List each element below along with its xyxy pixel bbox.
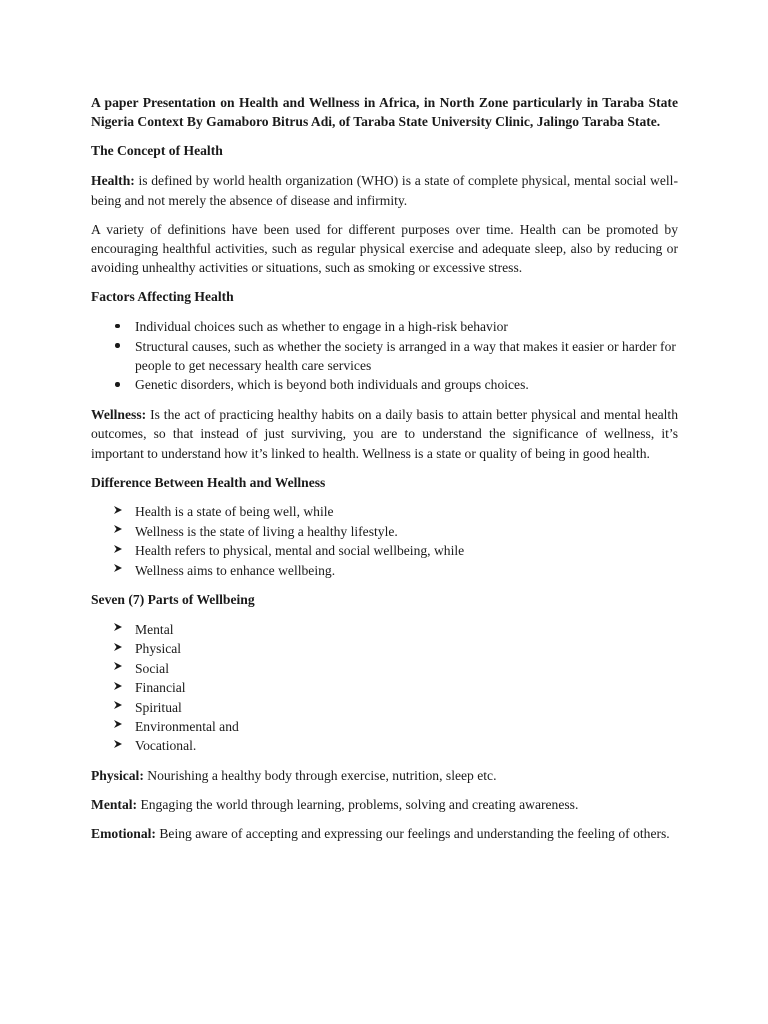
list-item-text: Genetic disorders, which is beyond both individuals and groups choices. xyxy=(135,377,529,393)
list-item-text: Health is a state of being well, while xyxy=(135,504,334,520)
emotional-paragraph xyxy=(91,824,678,843)
parts-list xyxy=(91,620,678,756)
list-item xyxy=(91,375,678,394)
arrow-bullet-icon xyxy=(113,502,127,521)
list-item xyxy=(91,620,678,639)
list-item xyxy=(91,502,678,521)
document-page xyxy=(91,93,678,853)
list-item xyxy=(91,698,678,717)
physical-lead: Physical: xyxy=(91,767,144,783)
difference-heading: Difference Between Health and Wellness xyxy=(91,474,326,490)
list-item-text: Mental xyxy=(135,621,174,637)
wellness-lead: Wellness: xyxy=(91,406,147,422)
health-paragraph xyxy=(91,171,678,210)
physical-text: Nourishing a healthy body through exercise, nutrition, sleep etc. xyxy=(143,767,497,783)
concept-heading: The Concept of Health xyxy=(91,143,223,159)
arrow-bullet-icon xyxy=(113,659,127,678)
list-item-text: Wellness aims to enhance wellbeing. xyxy=(135,562,336,578)
arrow-bullet-icon xyxy=(113,620,127,639)
list-item-text: Individual choices such as whether to engage in a high-risk behavior xyxy=(135,319,508,335)
arrow-bullet-icon xyxy=(113,541,127,560)
list-item-text: Financial xyxy=(135,680,186,696)
difference-list xyxy=(91,502,678,580)
mental-lead: Mental: xyxy=(91,796,138,812)
arrow-bullet-icon xyxy=(113,522,127,541)
document-title: A paper Presentation on Health and Wellness in Africa, in North Zone particularly in Taraba State Nigeria Context By Gamaboro Bitrus Adi, of Taraba State University Clinic, Jalingo Taraba State. xyxy=(91,95,678,130)
list-item xyxy=(91,678,678,697)
list-item xyxy=(91,659,678,678)
emotional-text: Being aware of accepting and expressing our feelings and understanding the feeling of others. xyxy=(155,825,670,841)
list-item xyxy=(91,639,678,658)
wellness-paragraph xyxy=(91,405,678,463)
list-item-text: Vocational. xyxy=(135,738,197,754)
bullet-icon xyxy=(115,317,127,336)
emotional-lead: Emotional: xyxy=(91,825,156,841)
list-item xyxy=(91,317,678,336)
wellness-text: Is the act of practicing healthy habits on a daily basis to attain better physical and mental health outcomes, so that instead of just surviving, you are to understand the significance of wellness, it’s important to understand how it’s linked to health. Wellness is a state or quality of being in good health. xyxy=(91,406,678,461)
arrow-bullet-icon xyxy=(113,561,127,580)
list-item-text: Environmental and xyxy=(135,718,239,734)
health-text: is defined by world health organization (WHO) is a state of complete physical, mental social well-being and not merely the absence of disease and infirmity. xyxy=(91,173,678,208)
mental-text: Engaging the world through learning, problems, solving and creating awareness. xyxy=(137,796,579,812)
list-item-text: Physical xyxy=(135,641,182,657)
list-item-text: Spiritual xyxy=(135,699,182,715)
factors-heading: Factors Affecting Health xyxy=(91,289,234,305)
arrow-bullet-icon xyxy=(113,639,127,658)
variety-paragraph: A variety of definitions have been used for different purposes over time. Health can be promoted by encouraging healthful activities, such as regular physical exercise and adequate sleep, also by reducing or avoiding unhealthy activities or situations, such as smoking or excessive stress. xyxy=(91,221,678,276)
arrow-bullet-icon xyxy=(113,736,127,755)
list-item xyxy=(91,337,678,376)
list-item xyxy=(91,717,678,736)
bullet-icon xyxy=(115,337,127,356)
list-item xyxy=(91,736,678,755)
physical-paragraph xyxy=(91,766,678,785)
arrow-bullet-icon xyxy=(113,698,127,717)
list-item-text: Structural causes, such as whether the society is arranged in a way that makes it easier or harder for people to get necessary health care services xyxy=(135,338,676,374)
list-item-text: Social xyxy=(135,660,169,676)
health-lead: Health: xyxy=(91,173,135,189)
bullet-icon xyxy=(115,375,127,394)
list-item-text: Wellness is the state of living a healthy lifestyle. xyxy=(135,523,398,539)
factors-list xyxy=(91,317,678,395)
arrow-bullet-icon xyxy=(113,678,127,697)
arrow-bullet-icon xyxy=(113,717,127,736)
list-item xyxy=(91,561,678,580)
list-item xyxy=(91,522,678,541)
seven-parts-heading: Seven (7) Parts of Wellbeing xyxy=(91,592,255,608)
list-item-text: Health refers to physical, mental and social wellbeing, while xyxy=(135,543,465,559)
mental-paragraph xyxy=(91,795,678,814)
list-item xyxy=(91,541,678,560)
